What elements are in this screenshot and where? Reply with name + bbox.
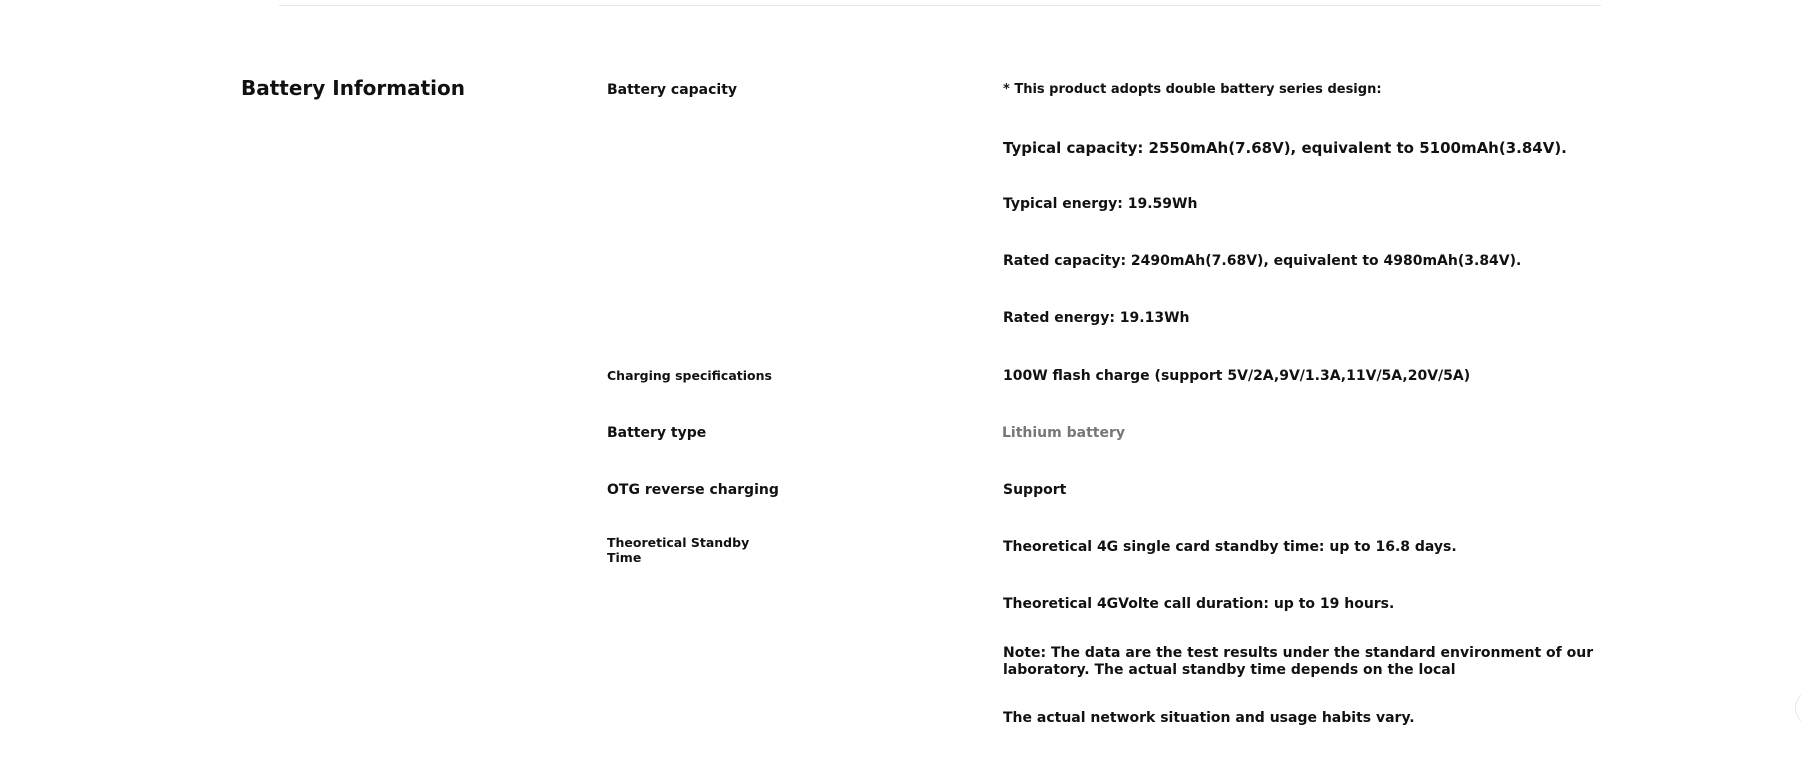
charging-specifications-label: Charging specifications [607,368,772,383]
typical-capacity-value: Typical capacity: 2550mAh(7.68V), equivalent to 5100mAh(3.84V). [1003,139,1567,157]
theoretical-standby-time-label: Theoretical Standby Time [607,535,750,565]
network-usage-note: The actual network situation and usage habits vary. [1003,710,1415,726]
standby-time-value: Theoretical 4G single card standby time: up to 16.8 days. [1003,539,1457,555]
typical-energy-value: Typical energy: 19.59Wh [1003,196,1198,212]
laboratory-note: Note: The data are the test results under the standard environment of our laboratory. The actual standby time depends on the local [1003,645,1594,678]
charging-specifications-value: 100W flash charge (support 5V/2A,9V/1.3A,11V/5A,20V/5A) [1003,368,1471,384]
otg-reverse-charging-label: OTG reverse charging [607,482,779,498]
scroll-to-top-handle[interactable] [1795,690,1801,726]
otg-reverse-charging-value: Support [1003,482,1067,498]
rated-energy-value: Rated energy: 19.13Wh [1003,310,1190,326]
battery-type-label: Battery type [607,425,707,441]
rated-capacity-value: Rated capacity: 2490mAh(7.68V), equivalent to 4980mAh(3.84V). [1003,253,1522,269]
call-duration-value: Theoretical 4GVolte call duration: up to 19 hours. [1003,596,1395,612]
battery-series-note: * This product adopts double battery series design: [1003,82,1382,97]
top-divider [279,5,1601,6]
battery-capacity-label: Battery capacity [607,82,738,98]
battery-type-value: Lithium battery [1002,425,1125,441]
section-title: Battery Information [241,76,466,100]
